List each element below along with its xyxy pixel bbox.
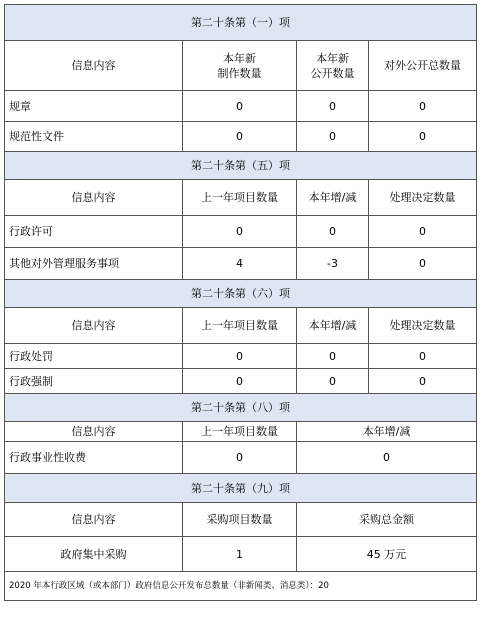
cell-value: 1	[183, 537, 297, 572]
row-label: 规范性文件	[5, 122, 183, 152]
column-header: 采购项目数量	[183, 503, 297, 537]
section-title: 第二十条第（五）项	[5, 152, 477, 180]
column-header-line: 公开数量	[310, 66, 355, 80]
column-header-row	[5, 180, 477, 216]
cell-value: 0	[183, 216, 297, 248]
column-header: 信息内容	[5, 422, 183, 442]
footer-note: 2020 年本行政区域（或本部门）政府信息公开发布总数量（非新闻类、消息类）：20	[5, 572, 477, 601]
column-header: 上一年项目数量	[183, 422, 297, 442]
section-title: 第二十条第（九）项	[5, 474, 477, 503]
table-row	[5, 537, 477, 572]
column-header: 本年增/减	[297, 308, 369, 344]
section-header	[5, 5, 477, 41]
cell-value: 0	[369, 344, 477, 369]
column-header: 信息内容	[5, 180, 183, 216]
row-label: 其他对外管理服务事项	[5, 248, 183, 280]
column-header-line: 本年新	[223, 51, 256, 65]
table-row	[5, 248, 477, 280]
cell-value: 0	[297, 344, 369, 369]
cell-value: 0	[369, 91, 477, 122]
cell-value: 0	[369, 248, 477, 280]
row-label: 行政强制	[5, 369, 183, 394]
row-label: 政府集中采购	[5, 537, 183, 572]
table-row	[5, 442, 477, 474]
column-header	[183, 41, 297, 91]
column-header: 本年增/减	[297, 422, 477, 442]
row-label: 行政许可	[5, 216, 183, 248]
cell-value: 0	[183, 369, 297, 394]
table-row	[5, 122, 477, 152]
column-header-line: 本年新	[316, 51, 349, 65]
cell-value: 0	[297, 91, 369, 122]
column-header-row	[5, 41, 477, 91]
cell-value: 0	[183, 122, 297, 152]
column-header-row	[5, 503, 477, 537]
column-header: 对外公开总数量	[369, 41, 477, 91]
cell-value: 0	[369, 369, 477, 394]
section-title: 第二十条第（六）项	[5, 280, 477, 308]
cell-value: 0	[297, 216, 369, 248]
cell-value: 0	[183, 344, 297, 369]
section-header	[5, 280, 477, 308]
column-header: 信息内容	[5, 308, 183, 344]
cell-value: 4	[183, 248, 297, 280]
cell-value: 0	[183, 91, 297, 122]
table-row	[5, 369, 477, 394]
cell-value: 45 万元	[297, 537, 477, 572]
cell-value: 0	[369, 216, 477, 248]
row-label: 规章	[5, 91, 183, 122]
cell-value: -3	[297, 248, 369, 280]
section-header	[5, 474, 477, 503]
section-header	[5, 394, 477, 422]
section-header	[5, 152, 477, 180]
cell-value: 0	[297, 369, 369, 394]
column-header-line: 制作数量	[217, 66, 262, 80]
row-label: 行政处罚	[5, 344, 183, 369]
column-header-row	[5, 422, 477, 442]
column-header: 上一年项目数量	[183, 308, 297, 344]
section-title: 第二十条第（八）项	[5, 394, 477, 422]
cell-value: 0	[297, 122, 369, 152]
cell-value: 0	[297, 442, 477, 474]
column-header: 本年增/减	[297, 180, 369, 216]
cell-value: 0	[183, 442, 297, 474]
column-header	[297, 41, 369, 91]
column-header: 处理决定数量	[369, 308, 477, 344]
footer-row	[5, 572, 477, 601]
section-title: 第二十条第（一）项	[5, 5, 477, 41]
table-row	[5, 216, 477, 248]
table-row	[5, 344, 477, 369]
column-header: 信息内容	[5, 503, 183, 537]
column-header: 上一年项目数量	[183, 180, 297, 216]
column-header: 处理决定数量	[369, 180, 477, 216]
row-label: 行政事业性收费	[5, 442, 183, 474]
disclosure-table	[4, 4, 477, 601]
column-header: 采购总金额	[297, 503, 477, 537]
cell-value: 0	[369, 122, 477, 152]
table-row	[5, 91, 477, 122]
column-header: 信息内容	[5, 41, 183, 91]
column-header-row	[5, 308, 477, 344]
